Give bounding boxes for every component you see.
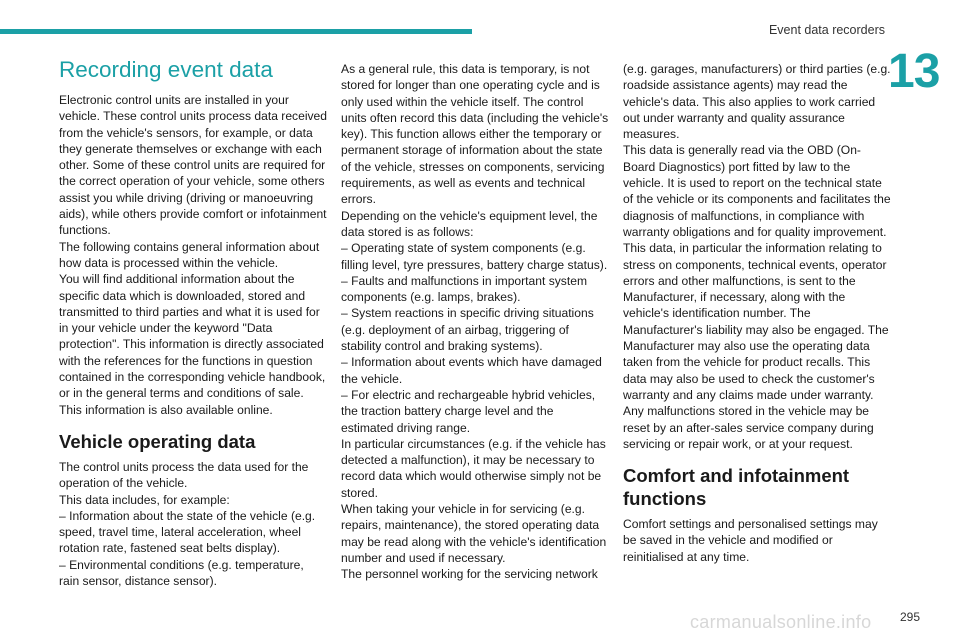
paragraph: This data includes, for example: <box>59 492 230 507</box>
paragraph: The personnel working for the servicing network <box>341 567 598 582</box>
header-accent-bar <box>0 29 472 34</box>
paragraph: Comfort settings and personalised settings may be saved in the vehicle and modified or reinitialised at any time. <box>623 517 878 564</box>
section-title-vehicle-operating-data: Vehicle operating data <box>59 430 256 452</box>
running-title: Event data recorders <box>768 23 885 37</box>
list-item: – System reactions in specific driving situations (e.g. deployment of an airbag, triggering of stability control and braking systems). <box>341 306 594 354</box>
paragraph: Depending on the vehicle's equipment level, the data stored is as follows: <box>341 208 598 239</box>
list-item: – Information about the state of the vehicle (e.g. speed, travel time, lateral acceleration, wheel rotation rate, fastened seat belts display). <box>59 508 316 556</box>
paragraph: The control units process the data used for the operation of the vehicle. <box>59 459 309 491</box>
paragraph: Electronic control units are installed in your vehicle. These control units process data received from the vehicle's sensors, for example, or data they generate themselves or exchange with each other. Some of these control units are required for the correct operation of your vehicle, some others assist you while driving (driving or manoeuvring aids), while others provide comfort or infotainment functions. <box>59 93 327 238</box>
list-item: – Environmental conditions (e.g. temperature, rain sensor, distance sensor). <box>59 557 304 589</box>
paragraph: You will find additional information about the specific data which is downloaded, stored and transmitted to third parties and what it is used for in your vehicle under the keyword "Data protection". This information is directly associated with the references for the functions in question contained in the corresponding vehicle handbook, or in the general terms and conditions of sale. <box>59 272 326 401</box>
chapter-number: 13 <box>888 45 940 98</box>
column-2 <box>341 61 609 583</box>
list-item: – Operating state of system components (e.g. filling level, tyre pressures, battery charge status). <box>341 241 608 272</box>
watermark: carmanualsonline.info <box>690 612 872 632</box>
list-item: – Information about events which have damaged the vehicle. <box>341 355 602 386</box>
section-title-comfort-infotainment: Comfort and infotainment functions <box>623 465 850 510</box>
list-item: – For electric and rechargeable hybrid vehicles, the traction battery charge level and the estimated driving range. <box>341 387 596 435</box>
paragraph: This data is generally read via the OBD (On-Board Diagnostics) port fitted by law to the vehicle. It is used to report on the technical state of the vehicle or its components and facilitates the diagnosis of malfunctions, in compliance with warranty obligations and for quality improvement. This data, in particular the information relating to stress on components, technical events, operator errors and other malfunctions, is sent to the Manufacturer, if necessary, along with the vehicle's identification number. The Manufacturer's liability may also be engaged. The Manufacturer may also use the operating data taken from the vehicle for product recalls. This data may also be used to check the customer's warranty and any claims made under warranty. <box>623 143 891 402</box>
list-item: – Faults and malfunctions in important system components (e.g. lamps, brakes). <box>341 273 588 305</box>
page-number: 295 <box>899 610 920 624</box>
column-1 <box>59 57 327 589</box>
paragraph: This information is also available online. <box>59 402 273 417</box>
paragraph: When taking your vehicle in for servicing (e.g. repairs, maintenance), the stored operating data may be read along with the vehicle's identification number and used if necessary. <box>341 502 607 565</box>
paragraph: Any malfunctions stored in the vehicle may be reset by an after-sales service company during servicing or repair work, or at your request. <box>623 404 874 451</box>
paragraph: (e.g. garages, manufacturers) or third parties (e.g. roadside assistance agents) may read the vehicle's data. This also applies to work carried out under warranty and quality assurance measures. <box>623 62 891 142</box>
paragraph: The following contains general information about how data is processed within the vehicle. <box>59 239 320 270</box>
section-title-recording-event-data: Recording event data <box>59 57 273 82</box>
paragraph: In particular circumstances (e.g. if the vehicle has detected a malfunction), it may be necessary to record data which would otherwise simply not be stored. <box>341 436 606 500</box>
paragraph: As a general rule, this data is temporary, is not stored for longer than one operating cycle and is only used within the vehicle itself. The control units often record this data (including the vehicle's key). This function allows either the temporary or permanent storage of information about the state of the vehicle, stresses on components, servicing requirements, as well as events and technical errors. <box>341 62 609 207</box>
column-3 <box>623 61 891 565</box>
